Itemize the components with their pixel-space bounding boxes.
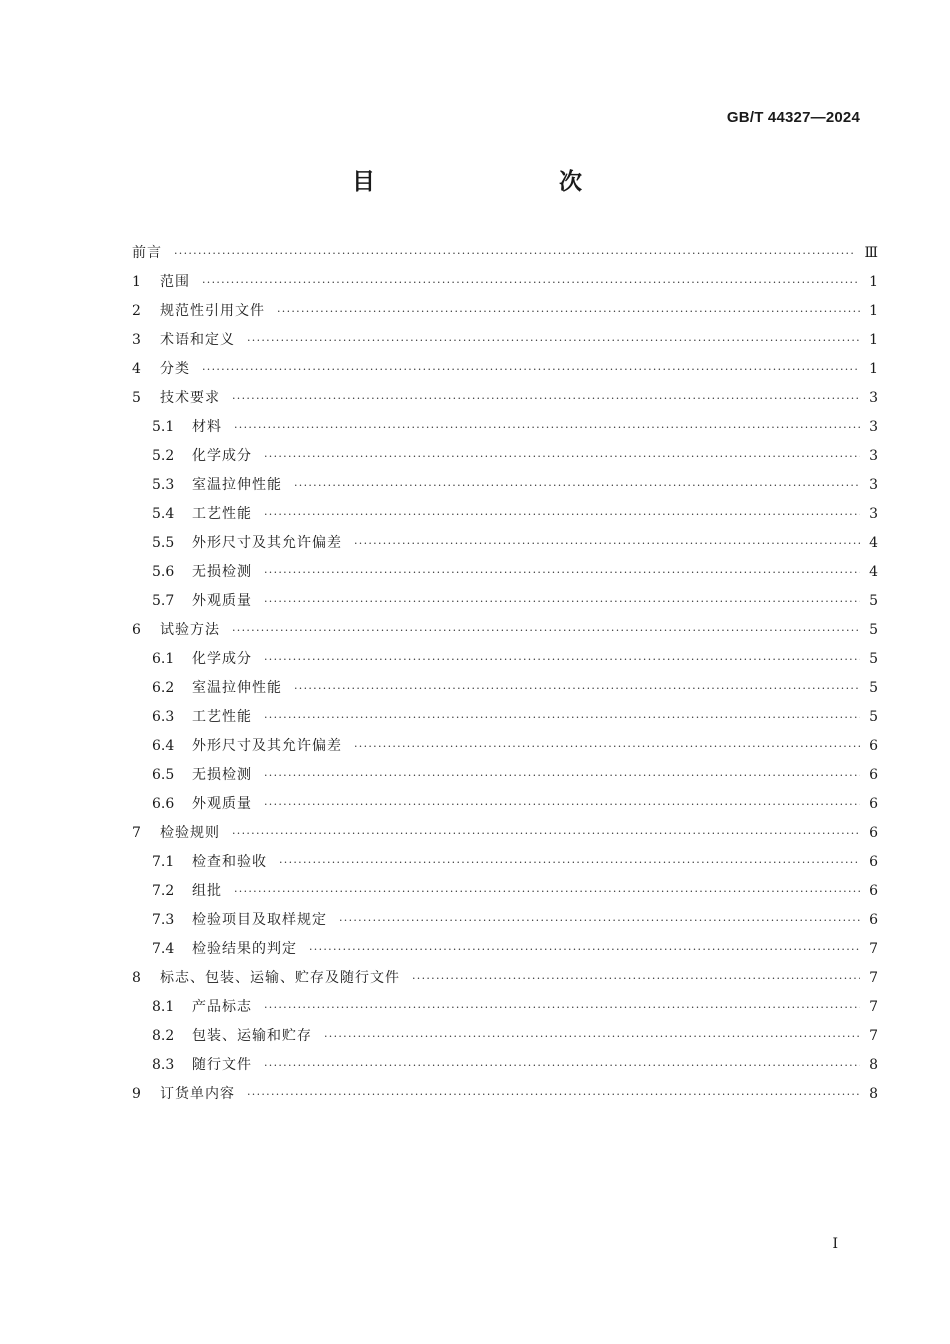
- toc-dot-leader: [279, 848, 860, 877]
- toc-dot-leader: [264, 1051, 860, 1080]
- toc-entry[interactable]: [132, 471, 878, 500]
- toc-dot-leader: [247, 1080, 860, 1109]
- toc-dot-leader: [264, 993, 860, 1022]
- toc-entry-number: 5.4: [152, 506, 175, 522]
- toc-entry-label: 组批: [192, 883, 222, 899]
- toc-dot-leader: [264, 558, 860, 587]
- toc-dot-leader: [234, 413, 860, 442]
- toc-entry-label: 标志、包装、运输、贮存及随行文件: [160, 970, 400, 986]
- toc-entry-number: 5.5: [152, 535, 175, 551]
- toc-dot-leader: [412, 964, 860, 993]
- toc-entry-label: 无损检测: [192, 767, 252, 783]
- toc-entry-number: 7.2: [152, 883, 175, 899]
- toc-entry[interactable]: [132, 239, 878, 268]
- toc-dot-leader: [354, 732, 860, 761]
- toc-entry-number: 2: [132, 303, 141, 319]
- toc-entry-number: 6.1: [152, 651, 175, 667]
- toc-entry[interactable]: [132, 326, 878, 355]
- toc-entry-page: 6: [869, 825, 878, 841]
- toc-entry-number: 7.1: [152, 854, 175, 870]
- toc-entry-page: 6: [869, 854, 878, 870]
- toc-entry-label: 工艺性能: [192, 709, 252, 725]
- toc-dot-leader: [264, 790, 860, 819]
- toc-entry-page: 4: [869, 535, 878, 551]
- toc-dot-leader: [234, 877, 860, 906]
- toc-entry-page: 1: [869, 303, 878, 319]
- toc-dot-leader: [247, 326, 860, 355]
- toc-entry[interactable]: [132, 558, 878, 587]
- toc-entry-number: 9: [132, 1086, 141, 1102]
- toc-entry-page: 1: [869, 274, 878, 290]
- toc-entry-number: 5.6: [152, 564, 175, 580]
- toc-entry[interactable]: [132, 877, 878, 906]
- toc-entry[interactable]: [132, 442, 878, 471]
- toc-entry-page: 7: [869, 1028, 878, 1044]
- toc-entry-number: 1: [132, 274, 141, 290]
- toc-dot-leader: [277, 297, 860, 326]
- toc-entry-page: 1: [869, 332, 878, 348]
- toc-dot-leader: [264, 587, 860, 616]
- toc-dot-leader: [264, 500, 860, 529]
- toc-entry-page: 3: [869, 419, 878, 435]
- toc-dot-leader: [264, 761, 860, 790]
- toc-entry[interactable]: [132, 1051, 878, 1080]
- toc-entry-page: 3: [869, 390, 878, 406]
- toc-dot-leader: [174, 239, 856, 268]
- toc-entry-number: 6.5: [152, 767, 175, 783]
- toc-entry-number: 8.2: [152, 1028, 175, 1044]
- toc-entry-number: 5.1: [152, 419, 175, 435]
- toc-entry-page: 3: [869, 506, 878, 522]
- toc-entry[interactable]: [132, 355, 878, 384]
- toc-entry-label: 化学成分: [192, 651, 252, 667]
- toc-entry-page: 1: [869, 361, 878, 377]
- toc-entry[interactable]: [132, 761, 878, 790]
- toc-entry-page: 3: [869, 477, 878, 493]
- toc-entry-label: 订货单内容: [160, 1086, 235, 1102]
- toc-entry-number: 8.1: [152, 999, 175, 1015]
- toc-entry-number: 5: [132, 390, 141, 406]
- toc-dot-leader: [232, 819, 860, 848]
- toc-entry-page: 6: [869, 912, 878, 928]
- toc-entry[interactable]: [132, 297, 878, 326]
- toc-entry-label: 无损检测: [192, 564, 252, 580]
- toc-entry-page: 5: [869, 622, 878, 638]
- toc-entry[interactable]: [132, 268, 878, 297]
- toc-entry-label: 前言: [132, 245, 162, 261]
- toc-entry-page: 7: [869, 999, 878, 1015]
- toc-dot-leader: [264, 703, 860, 732]
- toc-entry-number: 4: [132, 361, 141, 377]
- toc-entry[interactable]: [132, 1080, 878, 1109]
- toc-dot-leader: [324, 1022, 860, 1051]
- table-of-contents: [132, 239, 878, 1109]
- toc-entry-label: 产品标志: [192, 999, 252, 1015]
- toc-entry[interactable]: [132, 732, 878, 761]
- toc-entry[interactable]: [132, 674, 878, 703]
- toc-entry-label: 包装、运输和贮存: [192, 1028, 312, 1044]
- footer-page-number: Ⅰ: [832, 1236, 838, 1252]
- toc-entry-label: 规范性引用文件: [160, 303, 265, 319]
- toc-entry[interactable]: [132, 819, 878, 848]
- toc-entry-page: 4: [869, 564, 878, 580]
- toc-dot-leader: [202, 268, 860, 297]
- toc-entry-label: 化学成分: [192, 448, 252, 464]
- toc-entry-number: 6.6: [152, 796, 175, 812]
- toc-entry-page: Ⅲ: [864, 245, 878, 261]
- toc-entry-label: 外观质量: [192, 796, 252, 812]
- toc-entry-number: 5.2: [152, 448, 175, 464]
- toc-entry[interactable]: [132, 906, 878, 935]
- toc-entry[interactable]: [132, 703, 878, 732]
- toc-dot-leader: [232, 616, 860, 645]
- toc-entry[interactable]: [132, 1022, 878, 1051]
- toc-entry-page: 5: [869, 709, 878, 725]
- toc-dot-leader: [202, 355, 860, 384]
- toc-entry-number: 6: [132, 622, 141, 638]
- toc-entry[interactable]: [132, 587, 878, 616]
- toc-dot-leader: [232, 384, 860, 413]
- toc-entry-label: 检验项目及取样规定: [192, 912, 327, 928]
- toc-entry-number: 5.7: [152, 593, 175, 609]
- toc-dot-leader: [309, 935, 860, 964]
- toc-entry-label: 室温拉伸性能: [192, 477, 282, 493]
- toc-entry-page: 8: [869, 1086, 878, 1102]
- toc-dot-leader: [294, 674, 860, 703]
- toc-entry-page: 6: [869, 796, 878, 812]
- toc-entry-page: 5: [869, 593, 878, 609]
- toc-entry-label: 外观质量: [192, 593, 252, 609]
- toc-entry-page: 7: [869, 941, 878, 957]
- toc-entry-page: 5: [869, 680, 878, 696]
- toc-entry-label: 分类: [160, 361, 190, 377]
- toc-entry-page: 7: [869, 970, 878, 986]
- toc-entry-label: 外形尺寸及其允许偏差: [192, 738, 342, 754]
- standard-code: GB/T 44327—2024: [726, 109, 860, 126]
- toc-entry-number: 6.4: [152, 738, 175, 754]
- toc-entry-page: 5: [869, 651, 878, 667]
- toc-entry[interactable]: [132, 790, 878, 819]
- toc-entry[interactable]: [132, 848, 878, 877]
- toc-entry-label: 随行文件: [192, 1057, 252, 1073]
- toc-entry-page: 6: [869, 738, 878, 754]
- toc-entry-label: 材料: [192, 419, 222, 435]
- toc-entry-label: 检验规则: [160, 825, 220, 841]
- toc-entry-label: 范围: [160, 274, 190, 290]
- toc-entry-label: 试验方法: [160, 622, 220, 638]
- toc-entry[interactable]: [132, 413, 878, 442]
- toc-entry-page: 6: [869, 883, 878, 899]
- toc-entry-page: 8: [869, 1057, 878, 1073]
- toc-entry-number: 6.2: [152, 680, 175, 696]
- toc-entry[interactable]: [132, 993, 878, 1022]
- page-title: 目 次: [352, 169, 628, 195]
- toc-entry[interactable]: [132, 529, 878, 558]
- toc-entry[interactable]: [132, 964, 878, 993]
- toc-entry[interactable]: [132, 645, 878, 674]
- toc-dot-leader: [294, 471, 860, 500]
- toc-entry-number: 7: [132, 825, 141, 841]
- toc-entry-number: 3: [132, 332, 141, 348]
- toc-entry-label: 检查和验收: [192, 854, 267, 870]
- toc-entry-label: 外形尺寸及其允许偏差: [192, 535, 342, 551]
- toc-dot-leader: [354, 529, 860, 558]
- toc-dot-leader: [264, 442, 860, 471]
- toc-entry-page: 6: [869, 767, 878, 783]
- toc-entry-number: 8: [132, 970, 141, 986]
- toc-entry-label: 工艺性能: [192, 506, 252, 522]
- toc-entry-number: 5.3: [152, 477, 175, 493]
- toc-entry[interactable]: [132, 616, 878, 645]
- toc-entry[interactable]: [132, 500, 878, 529]
- toc-entry-label: 技术要求: [160, 390, 220, 406]
- toc-dot-leader: [264, 645, 860, 674]
- toc-entry-label: 室温拉伸性能: [192, 680, 282, 696]
- toc-entry-number: 8.3: [152, 1057, 175, 1073]
- toc-entry-label: 术语和定义: [160, 332, 235, 348]
- toc-entry[interactable]: [132, 384, 878, 413]
- toc-entry-number: 7.4: [152, 941, 175, 957]
- toc-dot-leader: [339, 906, 860, 935]
- toc-entry-label: 检验结果的判定: [192, 941, 297, 957]
- toc-entry-page: 3: [869, 448, 878, 464]
- toc-entry[interactable]: [132, 935, 878, 964]
- toc-entry-number: 7.3: [152, 912, 175, 928]
- toc-entry-number: 6.3: [152, 709, 175, 725]
